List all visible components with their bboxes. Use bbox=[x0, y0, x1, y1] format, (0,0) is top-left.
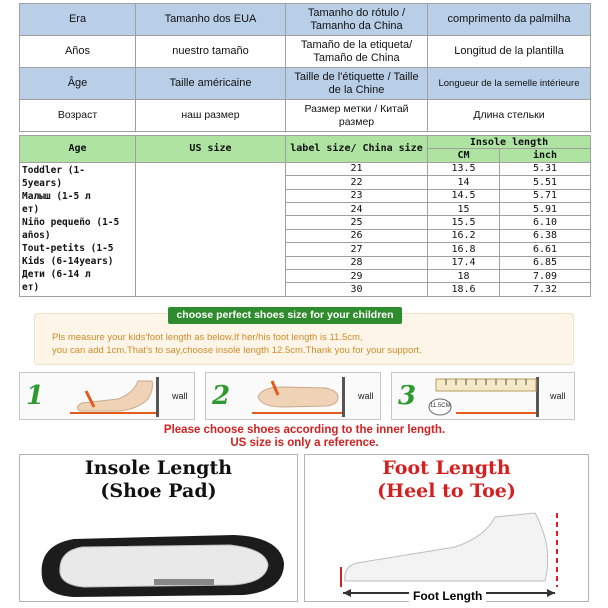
header-row-portuguese bbox=[20, 4, 591, 36]
wall-label: wall bbox=[550, 391, 566, 401]
header-cell: Âge bbox=[20, 68, 136, 100]
warning-line: US size is only a reference. bbox=[230, 437, 379, 449]
insole-subtitle: (Shoe Pad) bbox=[100, 480, 217, 502]
header-cell: nuestro tamaño bbox=[136, 36, 286, 68]
size-chart-table bbox=[19, 135, 591, 297]
foot-length-panel bbox=[304, 454, 589, 602]
cm-header: CM bbox=[428, 149, 500, 162]
size-inch-cell: 5.71 bbox=[500, 189, 591, 202]
size-cm-cell: 16.8 bbox=[428, 243, 500, 256]
step-1-panel bbox=[19, 372, 195, 420]
step-3-panel bbox=[391, 372, 575, 420]
size-label-cell: 26 bbox=[286, 229, 428, 242]
ruler-value: 11.5CM bbox=[430, 403, 451, 409]
header-cell: наш размер bbox=[136, 100, 286, 132]
size-inch-cell: 7.32 bbox=[500, 283, 591, 296]
header-cell: Era bbox=[20, 4, 136, 36]
age-header: Age bbox=[20, 136, 136, 163]
banner-text bbox=[52, 331, 562, 357]
age-group-line: Niño pequeño (1-5 bbox=[22, 216, 120, 228]
age-group-line: 5years) bbox=[22, 177, 63, 189]
age-group-line: Tout-petits (1-5 bbox=[22, 242, 114, 254]
size-cm-cell: 18.6 bbox=[428, 283, 500, 296]
wall-label: wall bbox=[358, 391, 374, 401]
step-number: 1 bbox=[26, 381, 45, 411]
foot-top-view-illustration bbox=[242, 375, 358, 419]
size-inch-cell: 6.85 bbox=[500, 256, 591, 269]
header-cell: Taille américaine bbox=[136, 68, 286, 100]
foot-length-arrow-label: Foot Length bbox=[409, 589, 486, 603]
size-inch-cell: 6.61 bbox=[500, 243, 591, 256]
insole-shoe-photo bbox=[34, 527, 286, 599]
age-group-line: ет) bbox=[22, 203, 40, 215]
size-label-cell: 22 bbox=[286, 176, 428, 189]
header-cell: Longueur de la semelle intérieure bbox=[428, 68, 591, 100]
foot-against-wall-illustration bbox=[60, 375, 170, 419]
label-size-header: label size/ China size bbox=[286, 136, 428, 163]
insole-length-panel bbox=[19, 454, 298, 602]
size-inch-cell: 5.31 bbox=[500, 162, 591, 175]
ruler-measure-illustration bbox=[426, 375, 552, 419]
size-label-cell: 24 bbox=[286, 202, 428, 215]
size-label-cell: 29 bbox=[286, 269, 428, 282]
banner-line: you can add 1cm.That's to say,choose insole length 12.5cm.Thank you for your support. bbox=[52, 345, 422, 356]
foot-side-view-illustration bbox=[335, 507, 585, 599]
header-cell: Taille de l'étiquette / Taille de la Chine bbox=[286, 68, 428, 100]
age-group-line: ет) bbox=[22, 281, 40, 293]
size-label-cell: 21 bbox=[286, 162, 428, 175]
insole-title: Insole Length bbox=[84, 457, 233, 479]
size-inch-cell: 5.51 bbox=[500, 176, 591, 189]
size-label-cell: 30 bbox=[286, 283, 428, 296]
us-size-cell bbox=[136, 162, 286, 296]
size-label-cell: 27 bbox=[286, 243, 428, 256]
size-label-cell: 28 bbox=[286, 256, 428, 269]
header-cell: Años bbox=[20, 36, 136, 68]
size-inch-cell: 5.91 bbox=[500, 202, 591, 215]
banner-line: Pls measure your kids'foot length as below.If her/his foot length is 11.5cm, bbox=[52, 332, 363, 343]
size-inch-cell: 6.38 bbox=[500, 229, 591, 242]
age-group-cell bbox=[20, 162, 136, 296]
header-cell: Longitud de la plantilla bbox=[428, 36, 591, 68]
size-cm-cell: 14 bbox=[428, 176, 500, 189]
header-cell: Размер метки / Китай размер bbox=[286, 100, 428, 132]
size-inch-cell: 7.09 bbox=[500, 269, 591, 282]
size-label-cell: 25 bbox=[286, 216, 428, 229]
step-number: 3 bbox=[398, 381, 417, 411]
age-group-line: Малыш (1-5 л bbox=[22, 190, 91, 202]
size-cm-cell: 13.5 bbox=[428, 162, 500, 175]
size-label-cell: 23 bbox=[286, 189, 428, 202]
age-group-line: Kids (6-14years) bbox=[22, 255, 114, 267]
age-group-line: años) bbox=[22, 229, 51, 241]
size-inch-cell: 6.10 bbox=[500, 216, 591, 229]
size-header-row bbox=[20, 136, 591, 149]
header-row-spanish bbox=[20, 36, 591, 68]
banner-title: choose perfect shoes size for your children bbox=[168, 307, 402, 324]
header-cell: Возраст bbox=[20, 100, 136, 132]
inner-length-warning bbox=[19, 424, 590, 450]
inch-header: inch bbox=[500, 149, 591, 162]
wall-label: wall bbox=[172, 391, 188, 401]
language-header-table bbox=[19, 3, 591, 132]
header-row-russian bbox=[20, 100, 591, 132]
size-cm-cell: 15.5 bbox=[428, 216, 500, 229]
size-row bbox=[20, 162, 591, 175]
foot-length-subtitle: (Heel to Toe) bbox=[377, 480, 516, 502]
size-cm-cell: 14.5 bbox=[428, 189, 500, 202]
header-row-french bbox=[20, 68, 591, 100]
size-cm-cell: 16.2 bbox=[428, 229, 500, 242]
warning-line: Please choose shoes according to the inner length. bbox=[163, 424, 446, 436]
header-cell: Длина стельки bbox=[428, 100, 591, 132]
step-2-panel bbox=[205, 372, 381, 420]
size-cm-cell: 15 bbox=[428, 202, 500, 215]
us-size-header: US size bbox=[136, 136, 286, 163]
size-cm-cell: 18 bbox=[428, 269, 500, 282]
header-cell: Tamanho dos EUA bbox=[136, 4, 286, 36]
step-number: 2 bbox=[212, 381, 231, 411]
age-group-line: Toddler (1- bbox=[22, 164, 85, 176]
size-cm-cell: 17.4 bbox=[428, 256, 500, 269]
age-group-line: Дети (6-14 л bbox=[22, 268, 91, 280]
header-cell: Tamaño de la etiqueta/ Tamaño de China bbox=[286, 36, 428, 68]
header-cell: comprimento da palmilha bbox=[428, 4, 591, 36]
foot-length-title: Foot Length bbox=[382, 457, 511, 479]
insole-length-header: Insole length bbox=[428, 136, 591, 149]
header-cell: Tamanho do rótulo / Tamanho da China bbox=[286, 4, 428, 36]
